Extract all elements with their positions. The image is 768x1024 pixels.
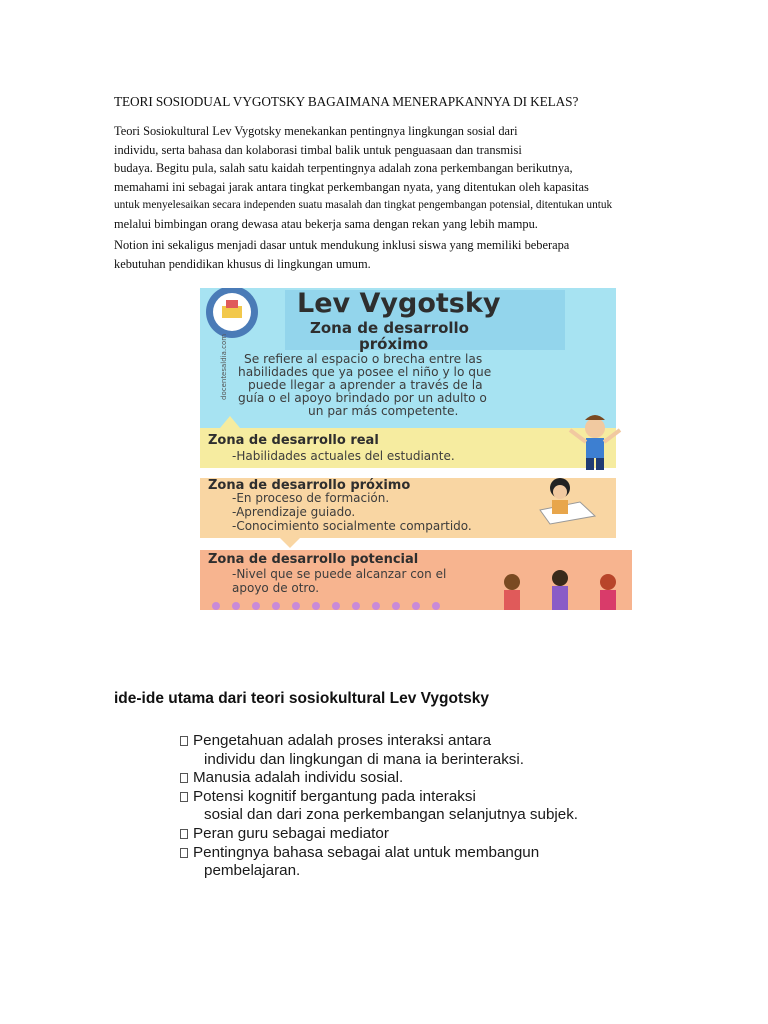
zone-proximo-title: Zona de desarrollo próximo (208, 478, 411, 493)
zone-real-item: -Habilidades actuales del estudiante. (232, 449, 455, 463)
definition-line: habilidades que ya posee el niño y lo que (238, 365, 492, 379)
list-item-text: Pentingnya bahasa sebagai alat untuk membangun (193, 843, 540, 861)
zone-potencial-item: -Nivel que se puede alcanzar con el (232, 567, 447, 581)
bullet-box-icon (180, 848, 188, 858)
list-item (180, 732, 680, 751)
infographic-heading: Lev Vygotsky (297, 288, 501, 319)
definition-line: Se refiere al espacio o brecha entre las (244, 352, 483, 366)
zone-real-title: Zona de desarrollo real (208, 433, 379, 448)
bullet-box-icon (180, 829, 188, 839)
infographic-subheading-2: próximo (359, 335, 429, 353)
bullet-box-icon (180, 792, 188, 802)
infographic-side-label: docentesaldia.com (220, 333, 228, 400)
paragraph-intro (114, 122, 612, 233)
paragraph-line: untuk menyelesaikan secara independen suatu masalah dan tingkat pengembangan potensial, ditentukan untuk (114, 199, 613, 211)
infographic-subheading: Zona de desarrollo (310, 319, 469, 337)
paragraph-line: Notion ini sekaligus menjadi dasar untuk mendukung inklusi siswa yang memiliki beberapa (114, 238, 570, 252)
zone-proximo-item: -Aprendizaje guiado. (232, 505, 356, 519)
bullet-box-icon (180, 736, 188, 746)
ideas-list (180, 732, 680, 881)
ideas-heading: ide-ide utama dari teori sosiokultural Lev Vygotsky (114, 690, 489, 707)
list-item-continuation: sosial dan dari zona perkembangan selanjutnya subjek. (204, 806, 579, 824)
paragraph-line: memahami ini sebagai jarak antara tingkat perkembangan nyata, yang ditentukan oleh kapasitas (114, 179, 589, 194)
zone-potencial-title: Zona de desarrollo potencial (208, 552, 419, 567)
definition-line: guía o el apoyo brindado por un adulto o (238, 391, 487, 405)
paragraph-notion (114, 236, 569, 273)
paragraph-line: melalui bimbingan orang dewasa atau bekerja sama dengan rekan yang lebih mampu. (114, 216, 538, 231)
list-item (180, 769, 680, 788)
list-item (180, 825, 680, 844)
vygotsky-infographic (200, 288, 632, 610)
list-item (180, 844, 680, 863)
list-item-text: Potensi kognitif bergantung pada interaksi (193, 787, 476, 805)
list-item-text: Pengetahuan adalah proses interaksi antara (193, 732, 492, 749)
list-item-text: Manusia adalah individu sosial. (193, 769, 404, 787)
definition-line: puede llegar a aprender a través de la (248, 378, 483, 392)
list-item-text: Peran guru sebagai mediator (193, 824, 389, 842)
paragraph-line: kebutuhan pendidikan khusus di lingkungan umum. (114, 256, 371, 271)
rosette-badge-icon (206, 288, 258, 338)
bullet-box-icon (180, 773, 188, 783)
paragraph-line: Teori Sosiokultural Lev Vygotsky menekankan pentingnya lingkungan sosial dari (114, 124, 518, 138)
zone-proximo-item: -En proceso de formación. (232, 491, 390, 505)
definition-line: un par más competente. (308, 404, 459, 418)
list-item-continuation: individu dan lingkungan di mana ia berinteraksi. (204, 750, 524, 768)
zone-potencial-item: apoyo de otro. (232, 581, 320, 595)
document-title: TEORI SOSIODUAL VYGOTSKY BAGAIMANA MENERAPKANNYA DI KELAS? (114, 94, 579, 109)
list-item-continuation: pembelajaran. (204, 862, 301, 880)
paragraph-line: individu, serta bahasa dan kolaborasi timbal balik untuk penguasaan dan transmisi (114, 142, 522, 157)
zone-proximo-item: -Conocimiento socialmente compartido. (232, 519, 472, 533)
paragraph-line: budaya. Begitu pula, salah satu kaidah terpentingnya adalah zona perkembangan berikutnya, (114, 161, 573, 175)
list-item (180, 788, 680, 807)
